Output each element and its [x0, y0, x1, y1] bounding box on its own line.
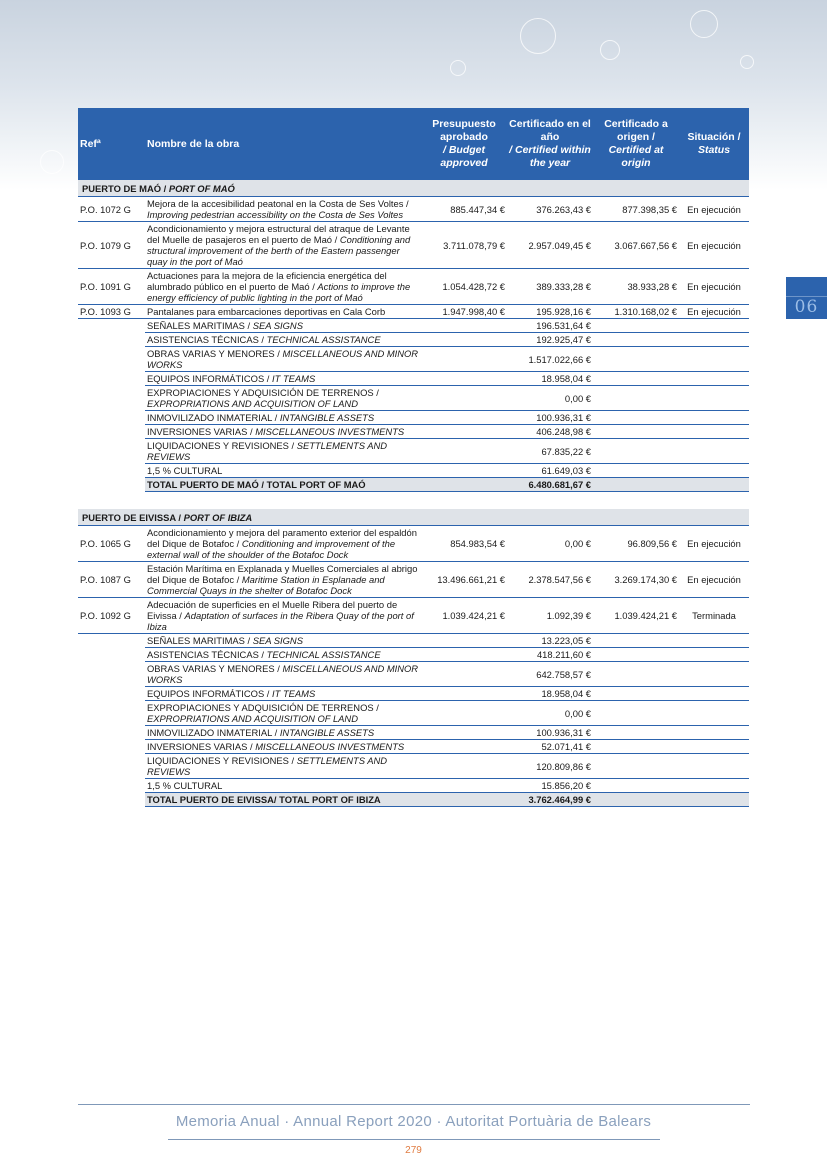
category-row — [78, 333, 749, 347]
status-value: En ejecución — [679, 526, 749, 562]
category-name: ASISTENCIAS TÉCNICAS / TECHNICAL ASSISTANCE — [145, 333, 421, 347]
budget-value: 1.947.998,40 € — [421, 305, 507, 319]
section-header-row — [78, 509, 749, 526]
category-value: 406.248,98 € — [507, 425, 593, 439]
certified-origin-value: 1.039.424,21 € — [593, 598, 679, 634]
category-row — [78, 740, 749, 754]
category-row — [78, 701, 749, 726]
certified-year-value: 2.378.547,56 € — [507, 562, 593, 598]
category-row — [78, 687, 749, 701]
project-row — [78, 269, 749, 305]
category-value: 418.211,60 € — [507, 648, 593, 662]
status-value: En ejecución — [679, 562, 749, 598]
footer-text: Memoria Anual · Annual Report 2020 · Autoritat Portuària de Balears — [175, 1113, 652, 1130]
bubble-decoration — [600, 40, 620, 60]
category-value: 52.071,41 € — [507, 740, 593, 754]
category-value: 642.758,57 € — [507, 662, 593, 687]
project-row — [78, 598, 749, 634]
project-ref: P.O. 1087 G — [78, 562, 145, 598]
category-value: 120.809,86 € — [507, 754, 593, 779]
category-value: 0,00 € — [507, 386, 593, 411]
status-value: Terminada — [679, 598, 749, 634]
project-ref: P.O. 1079 G — [78, 222, 145, 269]
category-value: 61.649,03 € — [507, 464, 593, 478]
certified-year-value: 376.263,43 € — [507, 197, 593, 222]
category-value: 196.531,64 € — [507, 319, 593, 333]
category-row — [78, 347, 749, 372]
category-row — [78, 319, 749, 333]
category-name: OBRAS VARIAS Y MENORES / MISCELLANEOUS AND MINOR WORKS — [145, 347, 421, 372]
category-name: EXPROPIACIONES Y ADQUISICIÓN DE TERRENOS / EXPROPRIATIONS AND ACQUISITION OF LAND — [145, 386, 421, 411]
section-spacer — [78, 492, 749, 510]
budget-value: 13.496.661,21 € — [421, 562, 507, 598]
header-ref: Refª — [78, 108, 145, 180]
certified-year-value: 195.928,16 € — [507, 305, 593, 319]
page-number: 279 — [405, 1145, 422, 1156]
category-value: 67.835,22 € — [507, 439, 593, 464]
project-name: Mejora de la accesibilidad peatonal en la Costa de Ses Voltes / Improving pedestrian accessibility on the Costa de Ses Voltes — [145, 197, 421, 222]
status-value: En ejecución — [679, 269, 749, 305]
total-row — [78, 478, 749, 492]
project-name: Actuaciones para la mejora de la eficiencia energética del alumbrado público en el puerto de Maó / Actions to improve the energy efficiency of public lighting in the port of Maó — [145, 269, 421, 305]
project-row — [78, 222, 749, 269]
category-name: SEÑALES MARITIMAS / SEA SIGNS — [145, 319, 421, 333]
budget-value: 1.039.424,21 € — [421, 598, 507, 634]
category-name: SEÑALES MARITIMAS / SEA SIGNS — [145, 634, 421, 648]
project-name: Estación Marítima en Explanada y Muelles Comerciales al abrigo del Dique de Botafoc / Maritime Station in Esplanade and Commercial Quays in the shelter of Botafoc Dock — [145, 562, 421, 598]
category-name: INMOVILIZADO INMATERIAL / INTANGIBLE ASSETS — [145, 726, 421, 740]
category-value: 13.223,05 € — [507, 634, 593, 648]
project-name: Adecuación de superficies en el Muelle Ribera del puerto de Eivissa / Adaptation of surfaces in the Ribera Quay of the port of Ibiza — [145, 598, 421, 634]
budget-value: 854.983,54 € — [421, 526, 507, 562]
category-name: LIQUIDACIONES Y REVISIONES / SETTLEMENTS AND REVIEWS — [145, 439, 421, 464]
header-certified-origin: Certificado a origen / Certified at origin — [593, 108, 679, 180]
category-row — [78, 386, 749, 411]
certified-year-value: 0,00 € — [507, 526, 593, 562]
project-row — [78, 526, 749, 562]
investments-table — [78, 108, 749, 807]
bubble-decoration — [520, 18, 556, 54]
certified-origin-value: 877.398,35 € — [593, 197, 679, 222]
category-row — [78, 662, 749, 687]
project-ref: P.O. 1072 G — [78, 197, 145, 222]
category-row — [78, 411, 749, 425]
total-label: TOTAL PUERTO DE MAÓ / TOTAL PORT OF MAÓ — [145, 478, 421, 492]
category-name: INVERSIONES VARIAS / MISCELLANEOUS INVESTMENTS — [145, 425, 421, 439]
category-row — [78, 425, 749, 439]
category-name: 1,5 % CULTURAL — [145, 779, 421, 793]
status-value: En ejecución — [679, 222, 749, 269]
category-name: EXPROPIACIONES Y ADQUISICIÓN DE TERRENOS / EXPROPRIATIONS AND ACQUISITION OF LAND — [145, 701, 421, 726]
certified-origin-value: 3.269.174,30 € — [593, 562, 679, 598]
total-label: TOTAL PUERTO DE EIVISSA/ TOTAL PORT OF IBIZA — [145, 793, 421, 807]
bubble-decoration — [740, 55, 754, 69]
certified-year-value: 389.333,28 € — [507, 269, 593, 305]
category-name: LIQUIDACIONES Y REVISIONES / SETTLEMENTS AND REVIEWS — [145, 754, 421, 779]
certified-origin-value: 3.067.667,56 € — [593, 222, 679, 269]
category-row — [78, 372, 749, 386]
budget-value: 3.711.078,79 € — [421, 222, 507, 269]
header-certified-year: Certificado en el año / Certified within the year — [507, 108, 593, 180]
category-value: 0,00 € — [507, 701, 593, 726]
category-value: 100.936,31 € — [507, 726, 593, 740]
budget-value: 885.447,34 € — [421, 197, 507, 222]
project-ref: P.O. 1093 G — [78, 305, 145, 319]
category-row — [78, 726, 749, 740]
project-name: Acondicionamiento y mejora del paramento exterior del espaldón del Dique de Botafoc / Conditioning and improvement of the external wall of the shoulder of the Botafoc Dock — [145, 526, 421, 562]
certified-origin-value: 38.933,28 € — [593, 269, 679, 305]
table-header-row — [78, 108, 749, 180]
category-name: EQUIPOS INFORMÁTICOS / IT TEAMS — [145, 372, 421, 386]
bubble-decoration — [40, 150, 64, 174]
category-row — [78, 439, 749, 464]
category-value: 15.856,20 € — [507, 779, 593, 793]
category-row — [78, 779, 749, 793]
project-row — [78, 562, 749, 598]
category-name: OBRAS VARIAS Y MENORES / MISCELLANEOUS AND MINOR WORKS — [145, 662, 421, 687]
bubble-decoration — [690, 10, 718, 38]
project-row — [78, 197, 749, 222]
certified-origin-value: 1.310.168,02 € — [593, 305, 679, 319]
footer-underline — [168, 1139, 660, 1140]
project-ref: P.O. 1091 G — [78, 269, 145, 305]
header-name: Nombre de la obra — [145, 108, 421, 180]
project-name: Acondicionamiento y mejora estructural del atraque de Levante del Muelle de pasajeros en el puerto de Maó / Conditioning and structural improvement of the berth of the Eastern passenger quay in the port of Maó — [145, 222, 421, 269]
certified-year-value: 2.957.049,45 € — [507, 222, 593, 269]
category-name: EQUIPOS INFORMÁTICOS / IT TEAMS — [145, 687, 421, 701]
category-row — [78, 634, 749, 648]
section-title: PUERTO DE EIVISSA / PORT OF IBIZA — [78, 509, 749, 526]
category-value: 18.958,04 € — [507, 687, 593, 701]
chapter-tab: 06 — [786, 277, 827, 319]
category-name: INMOVILIZADO INMATERIAL / INTANGIBLE ASSETS — [145, 411, 421, 425]
category-value: 100.936,31 € — [507, 411, 593, 425]
category-value: 1.517.022,66 € — [507, 347, 593, 372]
status-value: En ejecución — [679, 197, 749, 222]
category-name: INVERSIONES VARIAS / MISCELLANEOUS INVESTMENTS — [145, 740, 421, 754]
certified-year-value: 1.092,39 € — [507, 598, 593, 634]
section-title: PUERTO DE MAÓ / PORT OF MAÓ — [78, 180, 749, 197]
certified-origin-value: 96.809,56 € — [593, 526, 679, 562]
header-status: Situación / Status — [679, 108, 749, 180]
budget-value: 1.054.428,72 € — [421, 269, 507, 305]
footer-divider — [78, 1104, 750, 1105]
category-name: 1,5 % CULTURAL — [145, 464, 421, 478]
total-row — [78, 793, 749, 807]
total-value: 3.762.464,99 € — [507, 793, 593, 807]
category-value: 18.958,04 € — [507, 372, 593, 386]
project-ref: P.O. 1065 G — [78, 526, 145, 562]
category-row — [78, 464, 749, 478]
chapter-tab-divider — [786, 296, 827, 297]
category-row — [78, 648, 749, 662]
project-row — [78, 305, 749, 319]
header-budget: Presupuesto aprobado / Budget approved — [421, 108, 507, 180]
bubble-decoration — [450, 60, 466, 76]
category-name: ASISTENCIAS TÉCNICAS / TECHNICAL ASSISTANCE — [145, 648, 421, 662]
project-name: Pantalanes para embarcaciones deportivas en Cala Corb — [145, 305, 421, 319]
status-value: En ejecución — [679, 305, 749, 319]
project-ref: P.O. 1092 G — [78, 598, 145, 634]
total-value: 6.480.681,67 € — [507, 478, 593, 492]
section-header-row — [78, 180, 749, 197]
category-row — [78, 754, 749, 779]
category-value: 192.925,47 € — [507, 333, 593, 347]
